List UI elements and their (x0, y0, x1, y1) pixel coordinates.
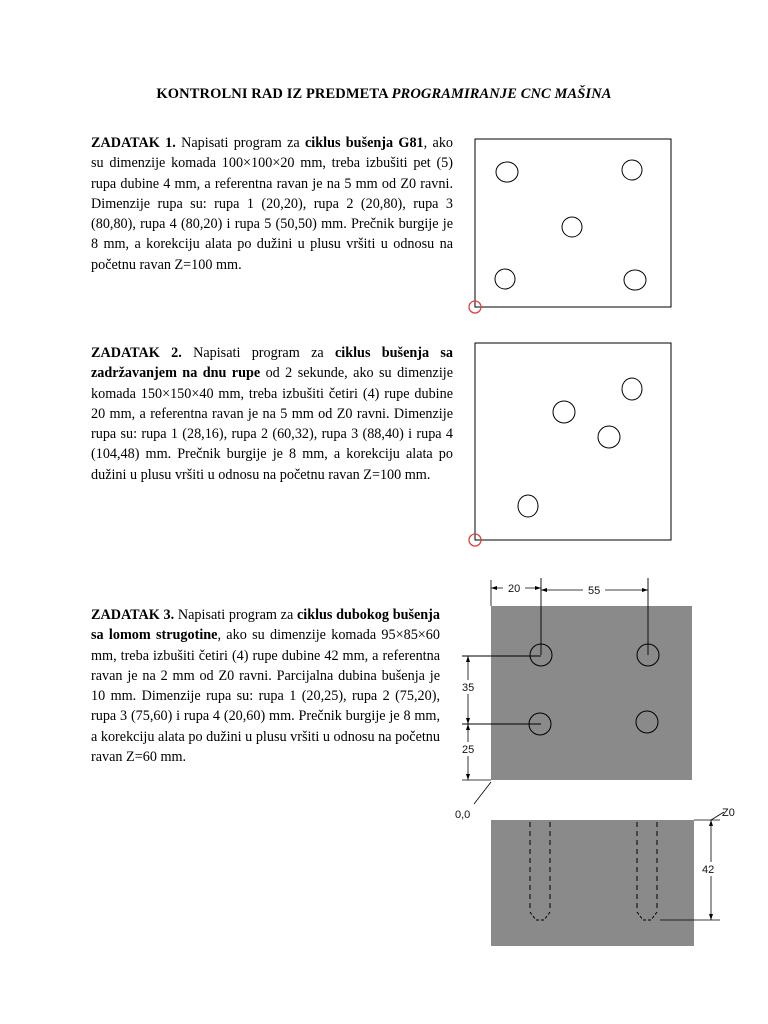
dim-label-y2: 25 (462, 744, 475, 756)
dim-arrow (466, 774, 470, 780)
dim-arrow (466, 718, 470, 724)
title-subject: PROGRAMIRANJE CNC MAŠINA (391, 86, 612, 102)
task-2-text-b: od 2 sekunde, ako su dimenzije komada 150×150×40 mm, treba izbušiti četiri (4) rupe dubine 20 mm, a referentna ravan je na 5 mm od Z0 ravni. Dimenzije rupa su: rupa 1 (28,16), rupa 2 (60,32), rupa 3 (88,40) i rupa 4 (104,48) mm. Prečnik burgije je 8 mm, a korekciju alata po dužini u plusu vršiti u odnosu na početnu ravan Z=100 mm. (91, 365, 454, 483)
dim-arrow (535, 586, 541, 590)
dim-label-y1: 35 (462, 682, 475, 694)
task-1-text-b: , ako su dimenzije komada 100×100×20 mm, treba izbušiti pet (5) rupa dubine 4 mm, a referentna ravan je na 5 mm od Z0 ravni. Dimenzije rupa su: rupa 1 (20,20), rupa 2 (20,80), rupa 3 (80,80), rupa 4 (80,20) i rupa 5 (50,50) mm. Prečnik burgije je 8 mm, a korekciju alata po dužini u plusu vršiti u odnosu na početnu ravan Z=100 mm. (91, 135, 454, 273)
depth-label: 42 (702, 864, 715, 876)
task-3-text-b: , ako su dimenzije komada 95×85×60 mm, treba izbušiti četiri (4) rupe dubine 42 mm, a referentna ravan je na 2 mm od Z0 ravni. Parcijalna dubina bušenja je 10 mm. Dimenzije rupa su: rupa 1 (20,25), rupa 2 (75,20), rupa 3 (75,60) i rupa 4 (20,60) mm. Prečnik burgije je 8 mm, a korekciju alata po dužini u plusu vršiti u odnosu na početnu ravan Z=60 mm. (91, 627, 440, 766)
task-3-label: ZADATAK 3. (91, 607, 175, 623)
dim-arrow (466, 656, 470, 662)
dim-arrow (466, 724, 470, 730)
dim-label-x2: 55 (588, 585, 601, 597)
task-2-label: ZADATAK 2. (91, 345, 182, 361)
title-prefix: KONTROLNI RAD IZ PREDMETA (156, 86, 392, 102)
figure-3-top-view (491, 606, 692, 780)
dim-arrow (709, 820, 713, 826)
dim-arrow (642, 588, 648, 592)
task-1-label: ZADATAK 1. (91, 135, 176, 151)
z0-label: Z0 (722, 807, 735, 819)
dim-arrow (541, 588, 547, 592)
task-3-text-a: Napisati program za (174, 607, 297, 623)
task-3-cycle: ciklus dubokog bušenja sa lomom strugotine (91, 607, 440, 644)
task-1-cycle: ciklus bušenja G81 (305, 135, 424, 151)
dim-arrow (709, 914, 713, 920)
task-1-text-a: Napisati program za (175, 135, 305, 151)
dim-arrow (491, 586, 497, 590)
origin-leader (474, 782, 491, 804)
task-2-text-a: Napisati program za (181, 345, 335, 361)
figure-3-side-view (491, 820, 694, 946)
origin-label: 0,0 (455, 809, 471, 821)
dim-label-x1: 20 (508, 583, 521, 595)
task-2-cycle: ciklus bušenja sa zadržavanjem na dnu rupe (91, 345, 454, 382)
